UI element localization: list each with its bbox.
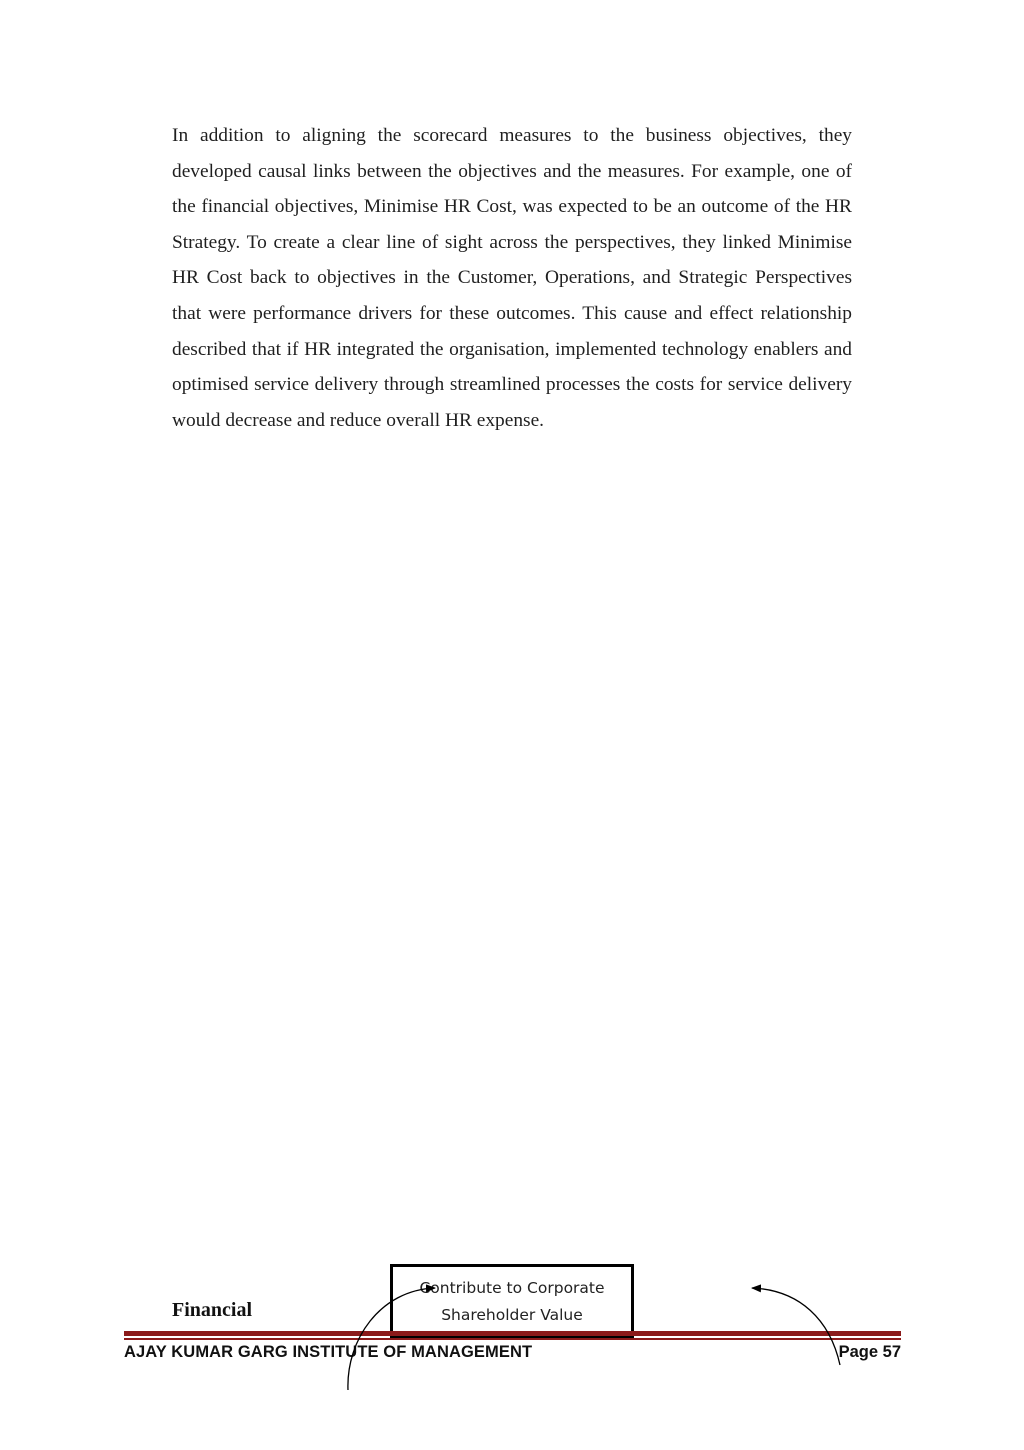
box-line-1: Contribute to Corporate <box>419 1278 605 1297</box>
box-line-2: Shareholder Value <box>441 1305 583 1324</box>
financial-perspective-label: Financial <box>172 1299 253 1321</box>
footer-page-number: Page 57 <box>838 1343 901 1361</box>
causal-arrow-right <box>752 1288 840 1365</box>
body-paragraph: In addition to aligning the scorecard measures to the business objectives, they developed causal links between the objectives and the measures. For example, one of the financial objectives, Minimise HR Cost, was expected to be an outcome of the HR Strategy. To create a clear line of sight across the perspectives, they linked Minimise HR Cost back to objectives in the Customer, Operations, and Strategic Perspectives that were performance drivers for these outcomes. This cause and effect relationship described that if HR integrated the organisation, implemented technology enablers and optimised service delivery through streamlined processes the costs for service delivery would decrease and reduce overall HR expense. <box>172 125 852 431</box>
footer-institute-name: AJAY KUMAR GARG INSTITUTE OF MANAGEMENT <box>124 1343 533 1361</box>
footer-rule-thin <box>124 1338 901 1340</box>
shareholder-value-box <box>390 1264 634 1339</box>
footer-rule-thick <box>124 1331 901 1336</box>
